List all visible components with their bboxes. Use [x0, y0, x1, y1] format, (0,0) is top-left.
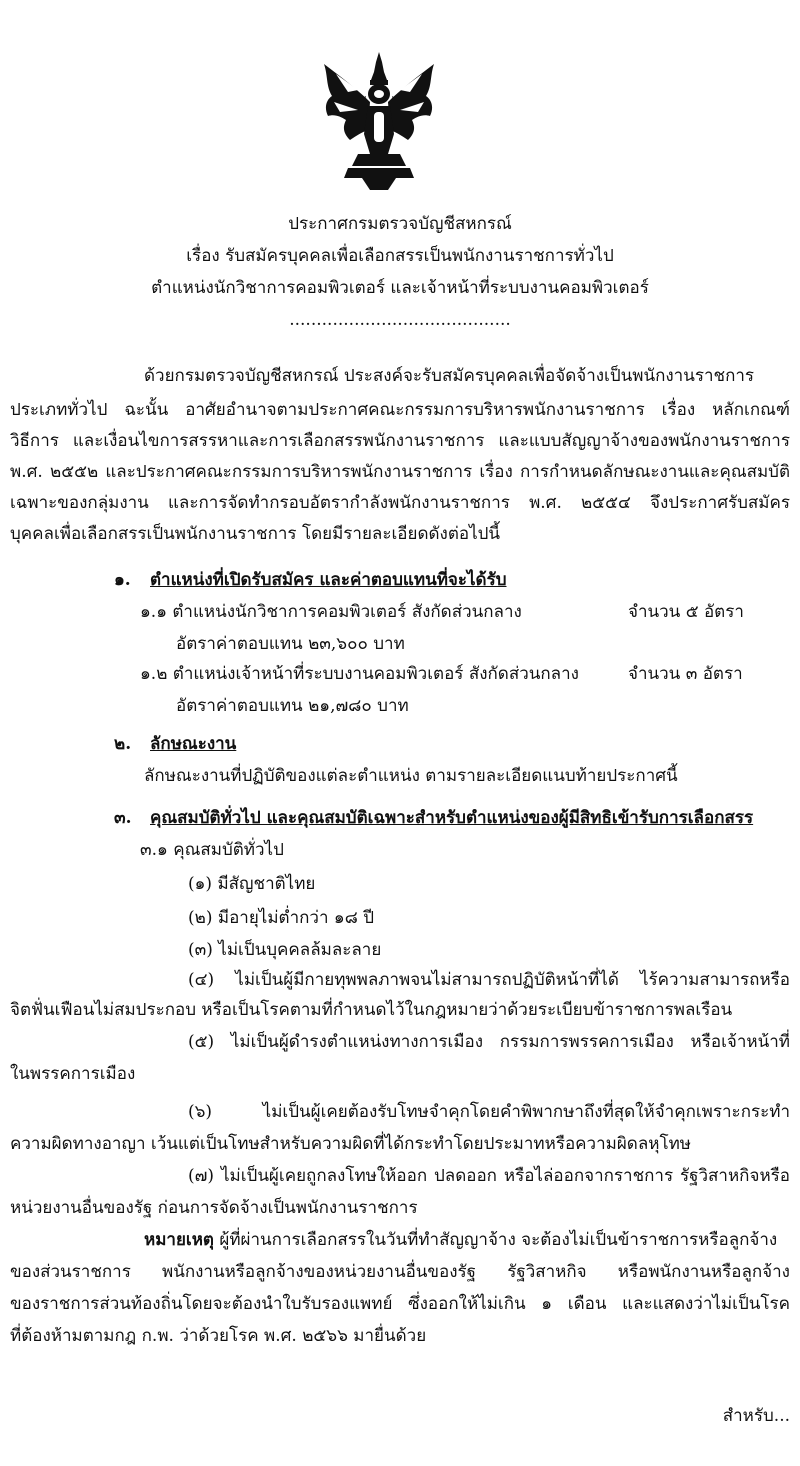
continued-text: สำหรับ...: [722, 1406, 790, 1426]
qualification-item: (๓) ไม่เป็นบุคคลล้มละลาย: [188, 940, 382, 960]
note-line: ที่ต้องห้ามตามกฎ ก.พ. ว่าด้วยโรค พ.ศ. ๒๕๖๖ มายื่นด้วย: [10, 1326, 427, 1346]
announcement-positions: ตำแหน่งนักวิชาการคอมพิวเตอร์ และเจ้าหน้าที่ระบบงานคอมพิวเตอร์: [151, 278, 649, 298]
position-item-label: ๑.๑ ตำแหน่งนักวิชาการคอมพิวเตอร์ สังกัดส่วนกลาง: [140, 602, 522, 622]
qualification-item: (๗) ไม่เป็นผู้เคยถูกลงโทษให้ออก ปลดออก หรือไล่ออกจากราชการ รัฐวิสาหกิจหรือ: [188, 1166, 790, 1186]
announcement-subject: เรื่อง รับสมัครบุคคลเพื่อเลือกสรรเป็นพนักงานราชการทั่วไป: [186, 246, 614, 266]
position-item-label: ๑.๒ ตำแหน่งเจ้าหน้าที่ระบบงานคอมพิวเตอร์ สังกัดส่วนกลาง: [140, 664, 579, 684]
section-heading: คุณสมบัติทั่วไป และคุณสมบัติเฉพาะสำหรับตำแหน่งของผู้มีสิทธิเข้ารับการเลือกสรร: [150, 808, 754, 828]
section-number: ๒.: [114, 734, 132, 754]
header-separator: .........................................: [289, 310, 511, 330]
intro-line: เฉพาะของกลุ่มงาน และการจัดทำกรอบอัตรากำลังพนักงานราชการ พ.ศ. ๒๕๕๔ จึงประกาศรับสมัคร: [10, 493, 790, 513]
position-item-pay: อัตราค่าตอบแทน ๒๓,๖๐๐ บาท: [176, 634, 405, 654]
qualification-item: (๕) ไม่เป็นผู้ดำรงตำแหน่งทางการเมือง กรรมการพรรคการเมือง หรือเจ้าหน้าที่: [188, 1032, 790, 1052]
intro-line: ด้วยกรมตรวจบัญชีสหกรณ์ ประสงค์จะรับสมัครบุคคลเพื่อจัดจ้างเป็นพนักงานราชการ: [144, 366, 755, 386]
section-number: ๑.: [114, 570, 131, 590]
qualification-item: (๑) มีสัญชาติไทย: [188, 874, 316, 894]
qualification-item-cont: ในพรรคการเมือง: [10, 1064, 136, 1084]
intro-line: ประเภททั่วไป ฉะนั้น อาศัยอำนาจตามประกาศคณะกรรมการบริหารพนักงานราชการ เรื่อง หลักเกณฑ์: [10, 400, 790, 420]
section-text: ลักษณะงานที่ปฏิบัติของแต่ละตำแหน่ง ตามรายละเอียดแนบท้ายประกาศนี้: [144, 766, 678, 786]
note-line: [144, 1228, 790, 1252]
position-item-count: จำนวน ๕ อัตรา: [628, 602, 744, 622]
note-line: ของส่วนราชการ พนักงานหรือลูกจ้างของหน่วยงานอื่นของรัฐ รัฐวิสาหกิจ หรือพนักงานหรือลูกจ้าง: [10, 1262, 790, 1282]
section-heading: ตำแหน่งที่เปิดรับสมัคร และค่าตอบแทนที่จะได้รับ: [150, 570, 507, 590]
position-item-count: จำนวน ๓ อัตรา: [628, 664, 743, 684]
note-label: หมายเหตุ: [144, 1230, 214, 1250]
qualification-item-cont: จิตฟั่นเฟือนไม่สมประกอบ หรือเป็นโรคตามที่กำหนดไว้ในกฎหมายว่าด้วยระเบียบข้าราชการพลเรือน: [10, 1000, 733, 1020]
section-heading: ลักษณะงาน: [150, 734, 237, 754]
note-text: ผู้ที่ผ่านการเลือกสรรในวันที่ทำสัญญาจ้าง จะต้องไม่เป็นข้าราชการหรือลูกจ้าง: [213, 1230, 778, 1250]
position-item-pay: อัตราค่าตอบแทน ๒๑,๗๘๐ บาท: [176, 696, 409, 716]
qualification-item: (๒) มีอายุไม่ต่ำกว่า ๑๘ ปี: [188, 908, 375, 928]
garuda-emblem-icon: [318, 50, 440, 192]
qualification-item: (๖) ไม่เป็นผู้เคยต้องรับโทษจำคุกโดยคำพิพากษาถึงที่สุดให้จำคุกเพราะกระทำ: [188, 1102, 790, 1122]
qualification-item: (๔) ไม่เป็นผู้มีกายทุพพลภาพจนไม่สามารถปฏิบัติหน้าที่ได้ ไร้ความสามารถหรือ: [188, 970, 790, 990]
intro-line: พ.ศ. ๒๕๕๒ และประกาศคณะกรรมการบริหารพนักงานราชการ เรื่อง การกำหนดลักษณะงานและคุณสมบัติ: [10, 462, 790, 482]
qualification-item-cont: หน่วยงานอื่นของรัฐ ก่อนการจัดจ้างเป็นพนักงานราชการ: [10, 1198, 418, 1218]
announcement-title: ประกาศกรมตรวจบัญชีสหกรณ์: [288, 214, 512, 234]
intro-line: บุคคลเพื่อเลือกสรรเป็นพนักงานราชการ โดยมีรายละเอียดดังต่อไปนี้: [10, 524, 501, 544]
section-number: ๓.: [114, 808, 132, 828]
intro-line: วิธีการ และเงื่อนไขการสรรหาและการเลือกสรรพนักงานราชการ และแบบสัญญาจ้างของพนักงานราชการ: [10, 431, 790, 451]
note-line: ของราชการส่วนท้องถิ่นโดยจะต้องนำใบรับรองแพทย์ ซึ่งออกให้ไม่เกิน ๑ เดือน และแสดงว่าไม่เป็นโรค: [10, 1294, 790, 1314]
qualification-item-cont: ความผิดทางอาญา เว้นแต่เป็นโทษสำหรับความผิดที่ได้กระทำโดยประมาทหรือความผิดลหุโทษ: [10, 1134, 692, 1154]
subsection-heading: ๓.๑ คุณสมบัติทั่วไป: [140, 840, 284, 860]
